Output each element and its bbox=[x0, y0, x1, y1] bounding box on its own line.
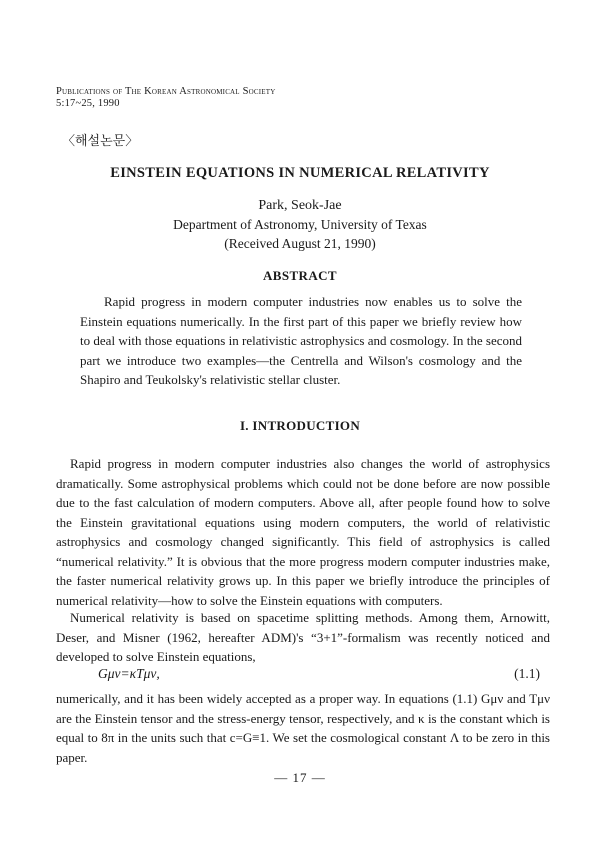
received-date: (Received August 21, 1990) bbox=[224, 236, 376, 251]
intro-paragraph-2: Numerical relativity is based on spacetime splitting methods. Among them, Arnowitt, Deser, and Misner (1962, hereafter ADM)'s “3+1”-formalism was recently noticed and developed to solve Einstein equations, bbox=[56, 610, 550, 664]
intro-paragraph-3: numerically, and it has been widely accepted as a proper way. In equations (1.1) Gμν and Tμν are the Einstein tensor and the stress-energy tensor, respectively, and κ is the constant which is equal to 8π in the units such that c=G≡1. We set the cosmological constant Λ to be zero in this paper. bbox=[56, 691, 550, 765]
equation-1-1: Gμν=κTμν, bbox=[98, 666, 160, 681]
journal-header bbox=[56, 86, 276, 110]
abstract-heading: ABSTRACT bbox=[263, 268, 337, 283]
author-affiliation: Department of Astronomy, University of Texas bbox=[173, 217, 427, 232]
paper-title: EINSTEIN EQUATIONS IN NUMERICAL RELATIVITY bbox=[110, 165, 490, 181]
journal-name: Publications of The Korean Astronomical Society bbox=[56, 86, 276, 97]
section-heading: I. INTRODUCTION bbox=[239, 418, 361, 433]
article-category: 〈해설논문〉 bbox=[62, 134, 139, 149]
intro-paragraph-1: Rapid progress in modern computer industries also changes the world of astrophysics dramatically. Some astrophysical problems which could not be done before are now possible due to the fast calculation of modern computers. Above all, after people found how to solve the Einstein gravitational equations using modern computers, the world of relativistic astrophysics and cosmology changed significantly. This field of astrophysics is called “numerical relativity.” It is obvious that the more progress modern computer industries make, the faster numerical relativity grows up. In this paper we briefly introduce the principles of numerical relativity—how to solve the Einstein equations with computers. bbox=[56, 456, 550, 608]
page-number: — 17 — bbox=[274, 770, 326, 785]
author-name: Park, Seok-Jae bbox=[258, 198, 342, 213]
abstract-text: Rapid progress in modern computer industries now enables us to solve the Einstein equations numerically. In the first part of this paper we briefly review how to deal with those equations in relativistic astrophysics and cosmology. In the second part we introduce two examples—the Centrella and Wilson's cosmology and the Shapiro and Teukolsky's relativistic stellar cluster. bbox=[80, 294, 522, 387]
journal-volume: 5:17~25, 1990 bbox=[56, 98, 120, 109]
equation-number: (1.1) bbox=[514, 666, 540, 681]
